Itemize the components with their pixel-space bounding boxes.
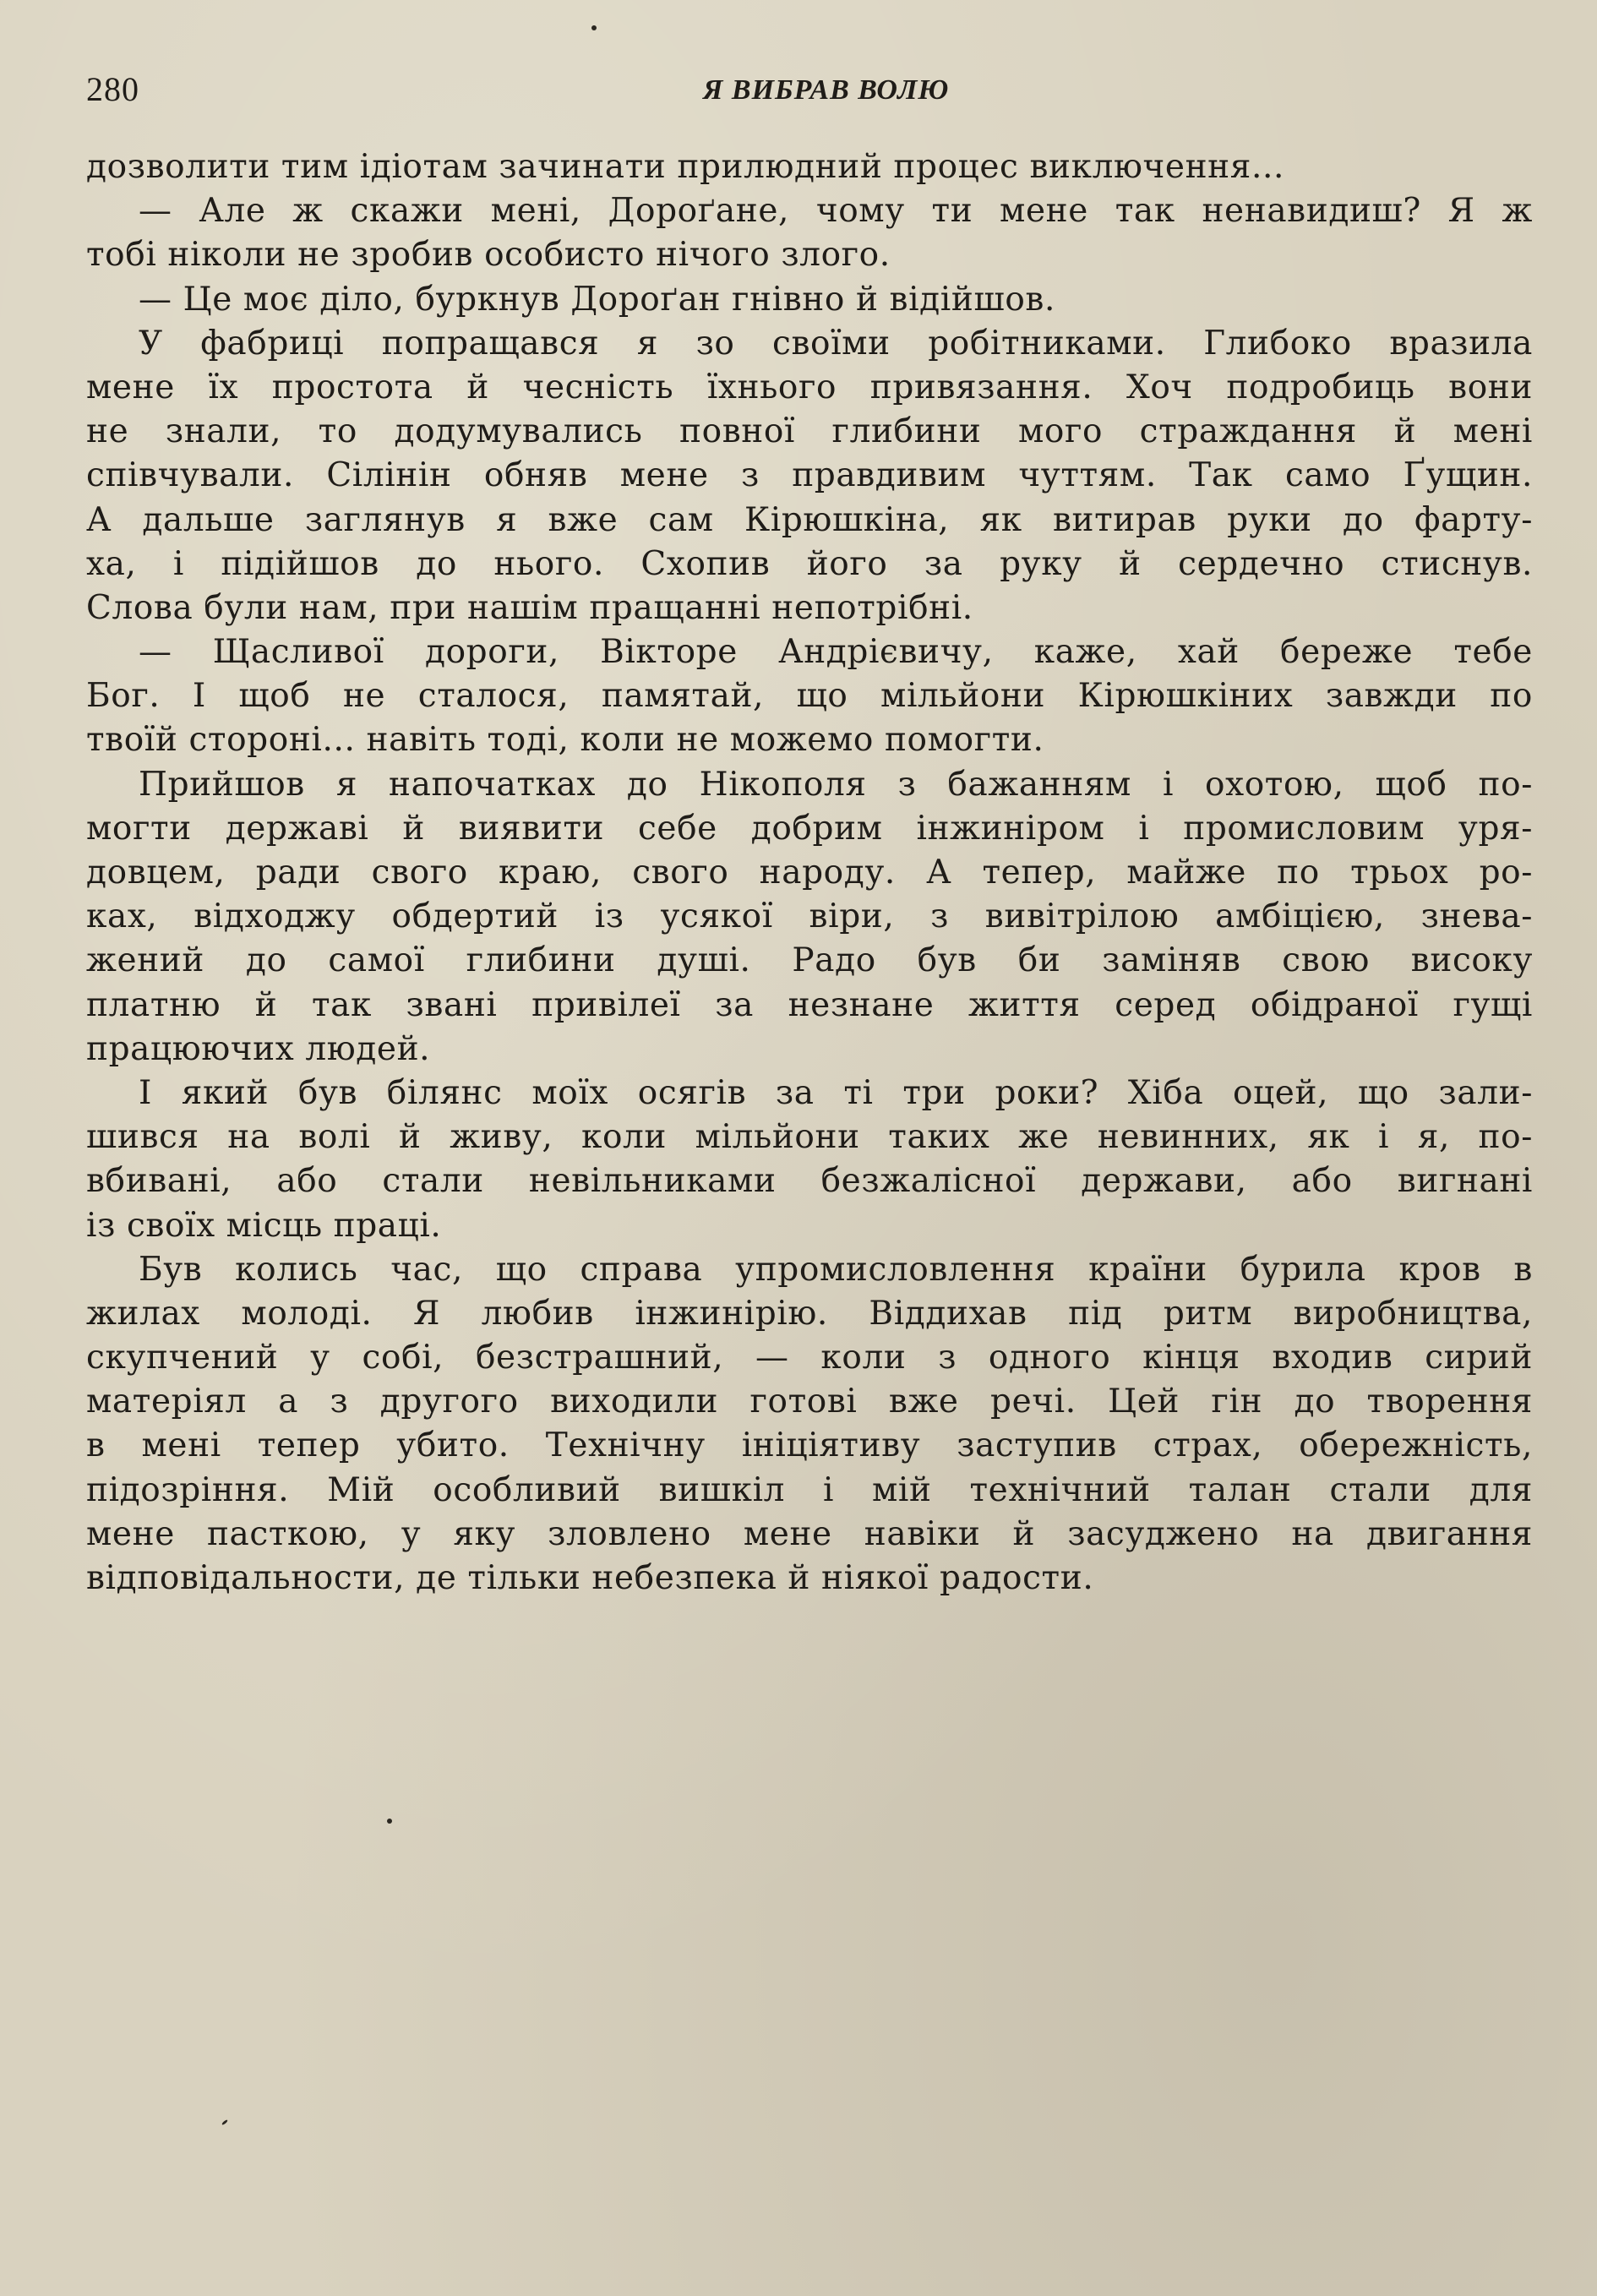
paragraph (86, 1248, 1533, 1601)
text-line: вбивані, або стали невільниками безжалісної держави, або вигнані (86, 1162, 1533, 1201)
text-line: ках, відходжу обдертий із усякої віри, з вивітрілою амбіцією, знева- (86, 897, 1533, 936)
text-line: У фабриці попращався я зо своїми робітниками. Глибоко вразила (139, 324, 1533, 363)
text-line: Прийшов я напочатках до Нікополя з бажанням і охотою, щоб по- (139, 765, 1533, 804)
paragraph (86, 763, 1533, 1072)
paragraph (86, 145, 1533, 189)
paragraph (86, 189, 1533, 277)
text-line: І який був білянс моїх осягів за ті три роки? Хіба оцей, що зали- (139, 1073, 1533, 1112)
text-line: А дальше заглянув я вже сам Кірюшкіна, як витирав руки до фарту- (86, 500, 1533, 539)
text-line: в мені тепер убито. Технічну ініціятиву заступив страх, обережність, (86, 1426, 1533, 1465)
body-text (86, 145, 1533, 1601)
page-header (86, 69, 1523, 120)
text-line: матеріял а з другого виходили готові вже речі. Цей гін до творення (86, 1383, 1533, 1421)
text-line: жений до самої глибини душі. Радо був би заміняв свою високу (86, 941, 1533, 980)
text-line: — Але ж скажи мені, Дороґане, чому ти мене так ненавидиш? Я ж (139, 192, 1533, 231)
paragraph (86, 1072, 1533, 1248)
stray-mark (221, 2119, 228, 2125)
paragraph (86, 278, 1533, 322)
text-line: скупчений у собі, безстрашний, — коли з одного кінця входив сирий (86, 1339, 1533, 1377)
page-number: 280 (86, 70, 139, 108)
text-line: Слова були нам, при нашім пращанні непотрібні. (86, 588, 973, 627)
text-line: мене пасткою, у яку зловлено мене навіки й засуджено на двигання (86, 1514, 1533, 1553)
paragraph (86, 630, 1533, 763)
text-line: із своїх місць праці. (86, 1206, 442, 1245)
text-line: не знали, то додумувались повної глибини мого страждання й мені (86, 412, 1533, 451)
text-line: дозволити тим ідіотам зачинати прилюдний процес виключення... (86, 148, 1284, 186)
text-line: шився на волі й живу, коли мільйони таких же невинних, як і я, по- (86, 1118, 1533, 1157)
text-line: Був колись час, що справа упромисловлення країни бурила кров в (139, 1250, 1533, 1289)
text-line: — Це моє діло, буркнув Дороґан гнівно й відійшов. (139, 280, 1055, 319)
text-line: Бог. І щоб не сталося, памятай, що мільйони Кірюшкіних завжди по (86, 677, 1533, 716)
text-line: працюючих людей. (86, 1029, 431, 1068)
text-line: співчували. Сілінін обняв мене з правдивим чуттям. Так само Ґущин. (86, 456, 1533, 495)
text-line: підозріння. Мій особливий вишкіл і мій технічний талан стали для (86, 1470, 1533, 1509)
text-line: платню й так звані привілеї за незнане життя серед обідраної гущі (86, 985, 1533, 1024)
text-line: — Щасливої дороги, Вікторе Андрієвичу, каже, хай береже тебе (139, 633, 1533, 672)
running-title: Я ВИБРАВ ВОЛЮ (703, 74, 950, 106)
paragraph (86, 322, 1533, 630)
text-line: твоїй стороні... навіть тоді, коли не можемо помогти. (86, 721, 1044, 760)
text-line: жилах молоді. Я любив інжинірію. Віддихав під ритм виробництва, (86, 1294, 1533, 1333)
text-line: могти державі й виявити себе добрим інжиніром і промисловим уря- (86, 809, 1533, 848)
text-line: відповідальности, де тільки небезпека й ніякої радости. (86, 1559, 1094, 1597)
text-line: ха, і підійшов до нього. Схопив його за руку й сердечно стиснув. (86, 544, 1533, 583)
stray-mark (591, 25, 597, 30)
text-line: тобі ніколи не зробив особисто нічого злого. (86, 236, 891, 275)
stray-mark (387, 1819, 392, 1824)
text-line: довцем, ради свого краю, свого народу. А тепер, майже по трьох ро- (86, 854, 1533, 892)
text-line: мене їх простота й чесність їхнього привязання. Хоч подробиць вони (86, 368, 1533, 406)
